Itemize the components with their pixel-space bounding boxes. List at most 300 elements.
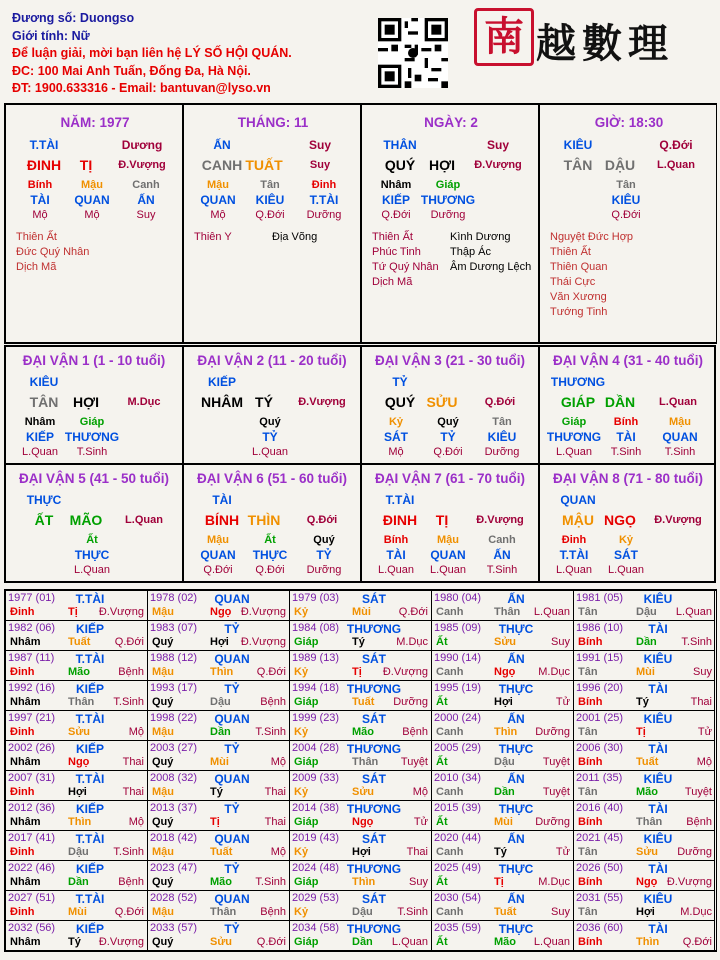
year-god: QUAN xyxy=(214,772,250,786)
year-label: 2033 (57) xyxy=(150,922,198,934)
year-stem: Nhâm xyxy=(10,756,41,768)
year-stem: Quý xyxy=(152,756,174,768)
year-cell xyxy=(574,711,715,741)
dai-van-hidden-state: L.Quan xyxy=(21,446,59,458)
year-stem: Mậu xyxy=(152,846,174,858)
pillar-hidden-god: THƯƠNG xyxy=(420,193,476,207)
pillar-2 xyxy=(184,105,362,342)
year-god: TÀI xyxy=(648,802,668,816)
pillar-branch-state: L.Quan xyxy=(657,159,695,171)
year-cell xyxy=(574,651,715,681)
year-god: QUAN xyxy=(214,832,250,846)
dai-van-branch: DẦN xyxy=(604,394,636,410)
pillar-top-god: Q.Đới xyxy=(659,138,693,152)
year-cell xyxy=(574,741,715,771)
site-logo xyxy=(474,8,720,66)
dai-van-hidden-state: Dưỡng xyxy=(306,564,342,576)
year-state: Thai xyxy=(690,696,712,708)
dai-van-god: QUAN xyxy=(560,493,596,507)
year-stem: Ất xyxy=(436,876,448,888)
pillar-hidden-stem: Đinh xyxy=(311,179,337,191)
year-label: 2005 (29) xyxy=(434,742,482,754)
year-label: 2001 (25) xyxy=(576,712,624,724)
year-branch: Dần xyxy=(352,936,373,948)
year-god: ẤN xyxy=(507,772,525,786)
pillar-title: THÁNG: 11 xyxy=(237,115,309,130)
year-label: 1980 (04) xyxy=(434,592,482,604)
owner-name: Đương số: Duongso xyxy=(12,11,135,25)
pillar-hidden-stem: Canh xyxy=(132,179,160,191)
dai-van-hidden-state: Dưỡng xyxy=(484,446,520,458)
dai-van-stem: TÂN xyxy=(29,394,59,410)
year-label: 1999 (23) xyxy=(292,712,340,724)
pillar-hidden-god: KIÊU xyxy=(611,193,641,207)
dai-van-hidden-god: SÁT xyxy=(614,548,638,562)
year-stem: Canh xyxy=(436,666,464,678)
dai-van-hidden-state: L.Quan xyxy=(555,564,593,576)
year-label: 2016 (40) xyxy=(576,802,624,814)
year-cell xyxy=(290,711,432,741)
year-branch: Ngọ xyxy=(352,816,374,828)
year-state: Dưỡng xyxy=(535,816,570,828)
year-stem: Giáp xyxy=(294,876,319,888)
year-label: 2019 (43) xyxy=(292,832,340,844)
pillar-star: Thiên Ất xyxy=(372,231,413,243)
gender: Giới tính: Nữ xyxy=(12,28,90,43)
dai-van-hidden-stem: Ất xyxy=(264,534,276,546)
year-god: KIẾP xyxy=(75,682,105,696)
pillar-hidden-stem: Tân xyxy=(260,179,280,191)
year-god: TỶ xyxy=(224,682,240,696)
pillar-branch: DẬU xyxy=(604,157,636,173)
year-label: 2007 (31) xyxy=(8,772,56,784)
dai-van-stem: MẬU xyxy=(562,512,594,528)
year-branch: Ngọ xyxy=(636,876,658,888)
pillar-branch: TỊ xyxy=(79,157,93,173)
year-branch: Tị xyxy=(636,726,646,738)
dai-van-hidden-state: L.Quan xyxy=(377,564,415,576)
year-state: L.Quan xyxy=(391,936,428,948)
year-god: SÁT xyxy=(362,832,386,846)
year-branch: Sửu xyxy=(68,726,91,738)
year-cell xyxy=(6,711,148,741)
dai-van-state: L.Quan xyxy=(659,396,697,408)
pillar-hidden-state: Q.Đới xyxy=(611,209,641,221)
year-god: KIẾP xyxy=(75,742,105,756)
year-state: M.Dục xyxy=(538,876,570,888)
pillar-top-god: KIÊU xyxy=(563,138,593,152)
year-god: THƯƠNG xyxy=(346,862,402,876)
dai-van-hidden-stem: Đinh xyxy=(561,534,587,546)
year-stem: Giáp xyxy=(294,636,319,648)
year-cell xyxy=(6,801,148,831)
dai-van-hidden-stem: Kỷ xyxy=(388,416,404,428)
dai-van-title: ĐẠI VẬN 1 (1 - 10 tuổi) xyxy=(22,353,166,368)
year-cell xyxy=(432,681,574,711)
year-cell xyxy=(6,741,148,771)
dai-van-branch: SỬU xyxy=(426,394,458,410)
pillar-hidden-stem: Mậu xyxy=(81,179,103,191)
year-god: KIÊU xyxy=(643,892,673,906)
year-state: T.Sinh xyxy=(255,876,286,888)
dai-van-6 xyxy=(182,463,362,583)
chart-header xyxy=(12,10,372,98)
year-cell xyxy=(432,861,574,891)
year-cell xyxy=(290,741,432,771)
year-god: KIÊU xyxy=(643,712,673,726)
year-branch: Sửu xyxy=(352,786,375,798)
year-state: Đ.Vượng xyxy=(98,936,144,948)
year-state: Mộ xyxy=(270,846,286,858)
pillar-star: Thiên Ất xyxy=(550,246,591,258)
year-state: Đ.Vượng xyxy=(666,876,712,888)
year-stem: Đinh xyxy=(10,666,35,678)
year-stem: Nhâm xyxy=(10,876,41,888)
dai-van-5 xyxy=(4,463,184,583)
dai-van-hidden-god: KIÊU xyxy=(487,430,517,444)
year-branch: Tị xyxy=(352,666,362,678)
year-cell xyxy=(6,831,148,861)
year-cell xyxy=(574,921,715,951)
year-branch: Hợi xyxy=(68,786,87,798)
year-branch: Tý xyxy=(68,936,81,948)
year-state: Q.Đới xyxy=(682,936,712,948)
year-state: Tử xyxy=(555,696,570,708)
year-label: 2002 (26) xyxy=(8,742,56,754)
dai-van-hidden-stem: Tân xyxy=(492,416,512,428)
pillar-hidden-god: QUAN xyxy=(74,193,110,207)
dai-van-hidden-state: L.Quan xyxy=(251,446,289,458)
year-cell xyxy=(290,861,432,891)
year-state: M.Dục xyxy=(538,666,570,678)
pillar-hidden-stem: Giáp xyxy=(435,179,461,191)
year-label: 1998 (22) xyxy=(150,712,198,724)
dai-van-title: ĐẠI VẬN 4 (31 - 40 tuổi) xyxy=(552,353,704,368)
year-branch: Mão xyxy=(210,876,232,888)
dai-van-god: THƯƠNG xyxy=(550,375,606,389)
year-cell xyxy=(574,801,715,831)
dai-van-hidden-god: QUAN xyxy=(430,548,466,562)
year-state: Mộ xyxy=(696,756,712,768)
year-stem: Đinh xyxy=(10,906,35,918)
year-god: THỰC xyxy=(498,922,534,936)
pillar-star: Thập Ác xyxy=(450,246,491,258)
dai-van-stem: GIÁP xyxy=(560,394,596,410)
year-label: 1985 (09) xyxy=(434,622,482,634)
year-cell xyxy=(432,771,574,801)
pillar-hidden-state: Q.Đới xyxy=(381,209,411,221)
year-branch: Dậu xyxy=(68,846,89,858)
year-cell xyxy=(432,891,574,921)
year-cell xyxy=(432,831,574,861)
year-branch: Dậu xyxy=(636,606,657,618)
year-stem: Tân xyxy=(578,846,598,858)
year-state: Thai xyxy=(122,786,144,798)
dai-van-3 xyxy=(360,345,540,465)
dai-van-state: L.Quan xyxy=(125,514,163,526)
year-god: KIÊU xyxy=(643,652,673,666)
year-god: T.TÀI xyxy=(75,892,105,906)
year-stem: Quý xyxy=(152,636,174,648)
year-branch: Ngọ xyxy=(68,756,90,768)
year-branch: Dần xyxy=(636,636,657,648)
year-label: 1992 (16) xyxy=(8,682,56,694)
year-god: TỶ xyxy=(224,862,240,876)
pillar-hidden-stem: Tân xyxy=(616,179,636,191)
year-branch: Tý xyxy=(210,786,223,798)
year-state: Đ.Vượng xyxy=(240,606,286,618)
year-stem: Giáp xyxy=(294,756,319,768)
year-god: SÁT xyxy=(362,712,386,726)
year-branch: Tị xyxy=(494,876,504,888)
year-cell xyxy=(290,681,432,711)
year-branch: Tuất xyxy=(494,906,517,918)
pillar-title: NĂM: 1977 xyxy=(60,115,130,130)
pillar-star: Đức Quý Nhân xyxy=(16,246,90,258)
year-branch: Mão xyxy=(68,666,90,678)
pillar-top-god: Dương xyxy=(121,138,163,152)
year-stem: Giáp xyxy=(294,816,319,828)
dai-van-stem: ẤT xyxy=(34,512,54,528)
year-stem: Kỷ xyxy=(294,906,309,918)
year-label: 2030 (54) xyxy=(434,892,482,904)
year-cell xyxy=(6,861,148,891)
year-stem: Kỷ xyxy=(294,606,309,618)
pillar-hidden-stem: Bính xyxy=(27,179,53,191)
year-cell xyxy=(6,891,148,921)
year-branch: Tuất xyxy=(352,696,375,708)
year-state: Q.Đới xyxy=(398,606,428,618)
dai-van-title: ĐẠI VẬN 7 (61 - 70 tuổi) xyxy=(374,471,526,486)
year-stem: Kỷ xyxy=(294,666,309,678)
year-god: T.TÀI xyxy=(75,772,105,786)
year-cell xyxy=(148,891,290,921)
year-label: 2008 (32) xyxy=(150,772,198,784)
year-cell xyxy=(6,651,148,681)
year-cell xyxy=(432,801,574,831)
pillar-star: Kình Dương xyxy=(450,231,511,243)
dai-van-branch: TÝ xyxy=(255,394,273,410)
year-state: Q.Đới xyxy=(114,906,144,918)
dai-van-hidden-stem: Ất xyxy=(86,534,98,546)
year-label: 1996 (20) xyxy=(576,682,624,694)
dai-van-hidden-god: THƯƠNG xyxy=(546,430,602,444)
year-label: 2000 (24) xyxy=(434,712,482,724)
pillar-hidden-god: KIÊU xyxy=(255,193,285,207)
year-label: 2018 (42) xyxy=(150,832,198,844)
dai-van-state: Đ.Vượng xyxy=(654,514,702,526)
year-branch: Thân xyxy=(352,756,379,768)
year-god: ẤN xyxy=(507,592,525,606)
year-branch: Dậu xyxy=(494,756,515,768)
year-cell xyxy=(290,591,432,621)
dai-van-8 xyxy=(538,463,716,583)
dai-van-hidden-stem: Kỷ xyxy=(618,534,634,546)
dai-van-branch: HỢI xyxy=(73,394,99,410)
year-state: T.Sinh xyxy=(255,726,286,738)
year-label: 1991 (15) xyxy=(576,652,624,664)
year-label: 1994 (18) xyxy=(292,682,340,694)
year-state: L.Quan xyxy=(533,936,570,948)
dai-van-hidden-god: TỶ xyxy=(262,430,278,444)
year-label: 2024 (48) xyxy=(292,862,340,874)
year-stem: Tân xyxy=(578,906,598,918)
dai-van-branch: NGỌ xyxy=(604,512,636,528)
year-cell xyxy=(432,621,574,651)
year-stem: Kỷ xyxy=(294,726,309,738)
year-branch: Mùi xyxy=(68,906,87,918)
year-god: TỶ xyxy=(224,922,240,936)
year-cell xyxy=(290,651,432,681)
year-stem: Tân xyxy=(578,606,598,618)
pillar-hidden-god: QUAN xyxy=(200,193,236,207)
year-cell xyxy=(432,741,574,771)
year-label: 1979 (03) xyxy=(292,592,340,604)
year-branch: Mùi xyxy=(210,756,229,768)
year-branch: Thân xyxy=(210,906,237,918)
year-cell xyxy=(432,591,574,621)
year-label: 2026 (50) xyxy=(576,862,624,874)
year-god: TÀI xyxy=(648,682,668,696)
year-branch: Thìn xyxy=(352,876,376,888)
year-stem: Đinh xyxy=(10,726,35,738)
pillar-hidden-god: TÀI xyxy=(30,193,50,207)
year-label: 1990 (14) xyxy=(434,652,482,664)
dai-van-7 xyxy=(360,463,540,583)
four-pillars-table xyxy=(4,103,717,344)
year-stem: Mậu xyxy=(152,606,174,618)
year-cell xyxy=(6,621,148,651)
year-branch: Thìn xyxy=(636,936,660,948)
year-state: Đ.Vượng xyxy=(382,666,428,678)
year-state: T.Sinh xyxy=(397,906,428,918)
year-god: T.TÀI xyxy=(75,712,105,726)
year-state: M.Dục xyxy=(680,906,712,918)
pillar-hidden-stem: Nhâm xyxy=(380,179,412,191)
dai-van-hidden-god: THỰC xyxy=(74,548,110,562)
year-label: 2027 (51) xyxy=(8,892,56,904)
year-label: 2023 (47) xyxy=(150,862,198,874)
year-branch: Dậu xyxy=(352,906,373,918)
dai-van-hidden-stem: Mậu xyxy=(437,534,459,546)
pillar-star: Tứ Quý Nhân xyxy=(372,261,439,273)
year-label: 2022 (46) xyxy=(8,862,56,874)
dai-van-god: KIÊU xyxy=(29,375,59,389)
year-label: 2012 (36) xyxy=(8,802,56,814)
year-state: Tuyệt xyxy=(542,756,570,768)
year-god: TÀI xyxy=(648,622,668,636)
dai-van-title: ĐẠI VẬN 8 (71 - 80 tuổi) xyxy=(552,471,704,486)
year-state: Tuyệt xyxy=(684,786,712,798)
year-god: THƯƠNG xyxy=(346,802,402,816)
dai-van-hidden-state: Mộ xyxy=(388,446,404,458)
dai-van-hidden-god: THỰC xyxy=(252,548,288,562)
year-state: Thai xyxy=(406,846,428,858)
pillar-top-god: Suy xyxy=(486,138,510,152)
dai-van-hidden-stem: Giáp xyxy=(79,416,105,428)
year-branch: Tị xyxy=(210,816,220,828)
year-cell xyxy=(6,681,148,711)
year-stem: Nhâm xyxy=(10,636,41,648)
contact-text: Để luận giải, mời bạn liên hệ LÝ SỐ HỘI QUÁN. xyxy=(12,46,292,60)
pillar-star: Dịch Mã xyxy=(372,276,413,288)
dai-van-hidden-stem: Canh xyxy=(488,534,516,546)
year-state: Bệnh xyxy=(118,876,144,888)
year-label: 2021 (45) xyxy=(576,832,624,844)
pillar-hidden-state: Mộ xyxy=(210,209,226,221)
year-god: TÀI xyxy=(648,922,668,936)
year-stem: Tân xyxy=(578,726,598,738)
year-branch: Hợi xyxy=(636,906,655,918)
year-branch: Thân xyxy=(636,816,663,828)
dai-van-hidden-god: TÀI xyxy=(386,548,406,562)
dai-van-stem: BÍNH xyxy=(204,512,240,528)
pillar-stem: TÂN xyxy=(563,157,593,173)
year-god: ẤN xyxy=(507,832,525,846)
year-state: Bệnh xyxy=(260,696,286,708)
year-stem: Quý xyxy=(152,816,174,828)
dai-van-stem: NHÂM xyxy=(201,394,243,410)
dai-van-hidden-god: KIẾP xyxy=(25,430,55,444)
year-state: Mộ xyxy=(128,816,144,828)
year-state: T.Sinh xyxy=(113,696,144,708)
year-state: Dưỡng xyxy=(535,726,570,738)
dai-van-hidden-stem: Nhâm xyxy=(24,416,56,428)
year-stem: Canh xyxy=(436,846,464,858)
pillar-star: Âm Dương Lệch xyxy=(450,261,532,273)
year-cell xyxy=(574,681,715,711)
year-branch: Mão xyxy=(636,786,658,798)
year-god: QUAN xyxy=(214,652,250,666)
year-state: Đ.Vượng xyxy=(240,636,286,648)
year-state: L.Quan xyxy=(675,606,712,618)
dai-van-hidden-state: L.Quan xyxy=(73,564,111,576)
dai-van-hidden-god: TỶ xyxy=(316,548,332,562)
dai-van-hidden-god: THƯƠNG xyxy=(64,430,120,444)
year-branch: Tý xyxy=(636,696,649,708)
dai-van-hidden-stem: Bính xyxy=(613,416,639,428)
year-stem: Nhâm xyxy=(10,936,41,948)
year-state: Suy xyxy=(409,876,428,888)
year-stem: Tân xyxy=(578,786,598,798)
year-cell xyxy=(148,861,290,891)
year-label: 2014 (38) xyxy=(292,802,340,814)
year-label: 1988 (12) xyxy=(150,652,198,664)
dai-van-hidden-stem: Giáp xyxy=(561,416,587,428)
year-label: 2011 (35) xyxy=(576,772,623,784)
dai-van-god: T.TÀI xyxy=(385,493,415,507)
year-cell xyxy=(290,771,432,801)
year-state: Suy xyxy=(693,666,712,678)
year-state: Q.Đới xyxy=(114,636,144,648)
year-cell xyxy=(148,741,290,771)
year-state: T.Sinh xyxy=(681,636,712,648)
year-state: Thai xyxy=(122,756,144,768)
year-god: KIẾP xyxy=(75,622,105,636)
dai-van-hidden-god: ẤN xyxy=(493,548,511,562)
year-label: 2034 (58) xyxy=(292,922,340,934)
year-stem: Canh xyxy=(436,606,464,618)
year-branch: Tuất xyxy=(210,846,233,858)
year-cell xyxy=(432,711,574,741)
year-state: Mộ xyxy=(412,786,428,798)
pillar-top-god: T.TÀI xyxy=(29,138,59,152)
year-cell xyxy=(574,831,715,861)
phone-email-text: ĐT: 1900.633316 - Email: bantuvan@lyso.vn xyxy=(12,81,271,95)
dai-van-hidden-state: Q.Đới xyxy=(255,564,285,576)
year-label: 2020 (44) xyxy=(434,832,482,844)
year-branch: Tý xyxy=(494,846,507,858)
